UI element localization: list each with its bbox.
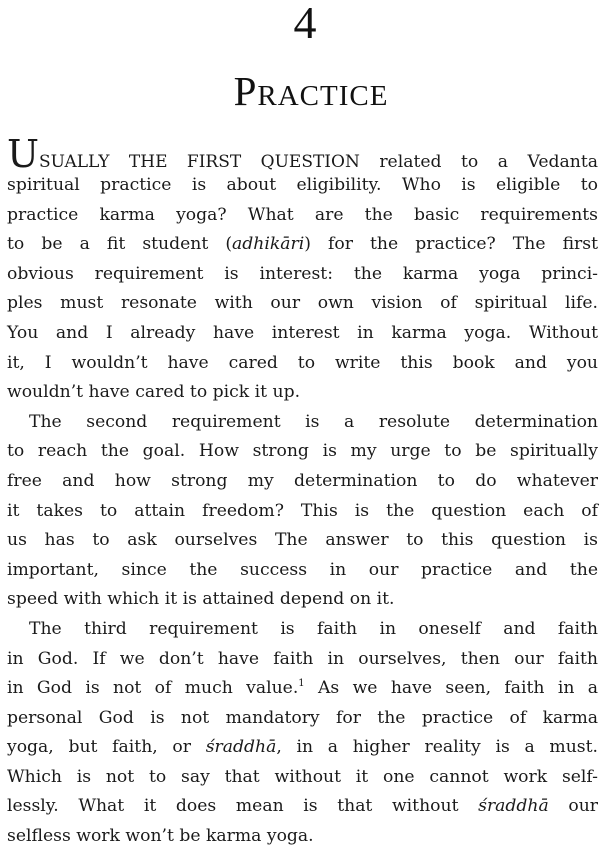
text-line: it, I wouldn’t have cared to write this book and you (7, 352, 598, 373)
text-line: personal God is not mandatory for the practice of karma (7, 707, 598, 728)
text-line: us has to ask ourselves The answer to this question is (7, 530, 598, 551)
text-line: important, since the success in our practice and the (7, 559, 598, 580)
drop-cap: U (7, 132, 40, 176)
text-line (7, 132, 598, 176)
paragraph-1 (7, 132, 598, 408)
text-fragment: , in a higher reality is a must. (276, 737, 598, 758)
text-line: speed with which it is attained depend on it. (7, 589, 395, 610)
text-line (7, 674, 598, 704)
text-line: practice karma yoga? What are the basic requirements (7, 204, 598, 225)
italic-term: śraddhā (205, 737, 277, 758)
text-fragment: related to a Vedanta (359, 152, 598, 172)
italic-term: śraddhā (478, 796, 549, 817)
paragraph-2 (7, 408, 598, 615)
text-line: The second requirement is a resolute determination (29, 411, 598, 432)
body-text (7, 132, 598, 852)
italic-term: adhikāri (232, 234, 305, 255)
text-line (7, 230, 598, 260)
text-line: in God. If we don’t have faith in ourselves, then our faith (7, 648, 598, 669)
text-line: ples must resonate with our own vision of spiritual life. (7, 293, 598, 314)
paragraph-3 (7, 615, 598, 852)
text-line: free and how strong my determination to do whatever (7, 470, 598, 491)
text-line: Which is not to say that without it one cannot work self- (7, 766, 598, 787)
text-fragment: As we have seen, faith in a (304, 678, 598, 699)
text-fragment: ) for the practice? The first (304, 234, 598, 255)
chapter-number: 4 (293, 0, 317, 48)
text-fragment: lessly. What it does mean is that without (7, 796, 479, 817)
chapter-title: Practice (233, 68, 389, 114)
text-line: You and I already have interest in karma yoga. Without (7, 322, 598, 343)
text-line: The third requirement is faith in oneself and faith (29, 618, 598, 639)
text-line: wouldn’t have cared to pick it up. (7, 382, 301, 403)
text-fragment: our (548, 796, 598, 817)
text-fragment: in God is not of much value. (7, 678, 299, 699)
text-line: it takes to attain freedom? This is the question each of (7, 500, 598, 521)
text-fragment: to be a fit student ( (7, 234, 233, 255)
text-line (7, 733, 598, 763)
lead-in-small-caps: SUALLY THE FIRST QUESTION (39, 152, 360, 172)
text-line: to reach the goal. How strong is my urge to be spiritually (7, 441, 598, 462)
text-fragment: yoga, but faith, or (7, 737, 206, 758)
text-line: obvious requirement is interest: the karma yoga princi- (7, 263, 598, 284)
text-line: spiritual practice is about eligibility. Who is eligible to (7, 175, 598, 195)
footnote-marker: 1 (298, 678, 305, 690)
text-line: selfless work won’t be karma yoga. (7, 826, 314, 847)
text-line (7, 792, 598, 822)
